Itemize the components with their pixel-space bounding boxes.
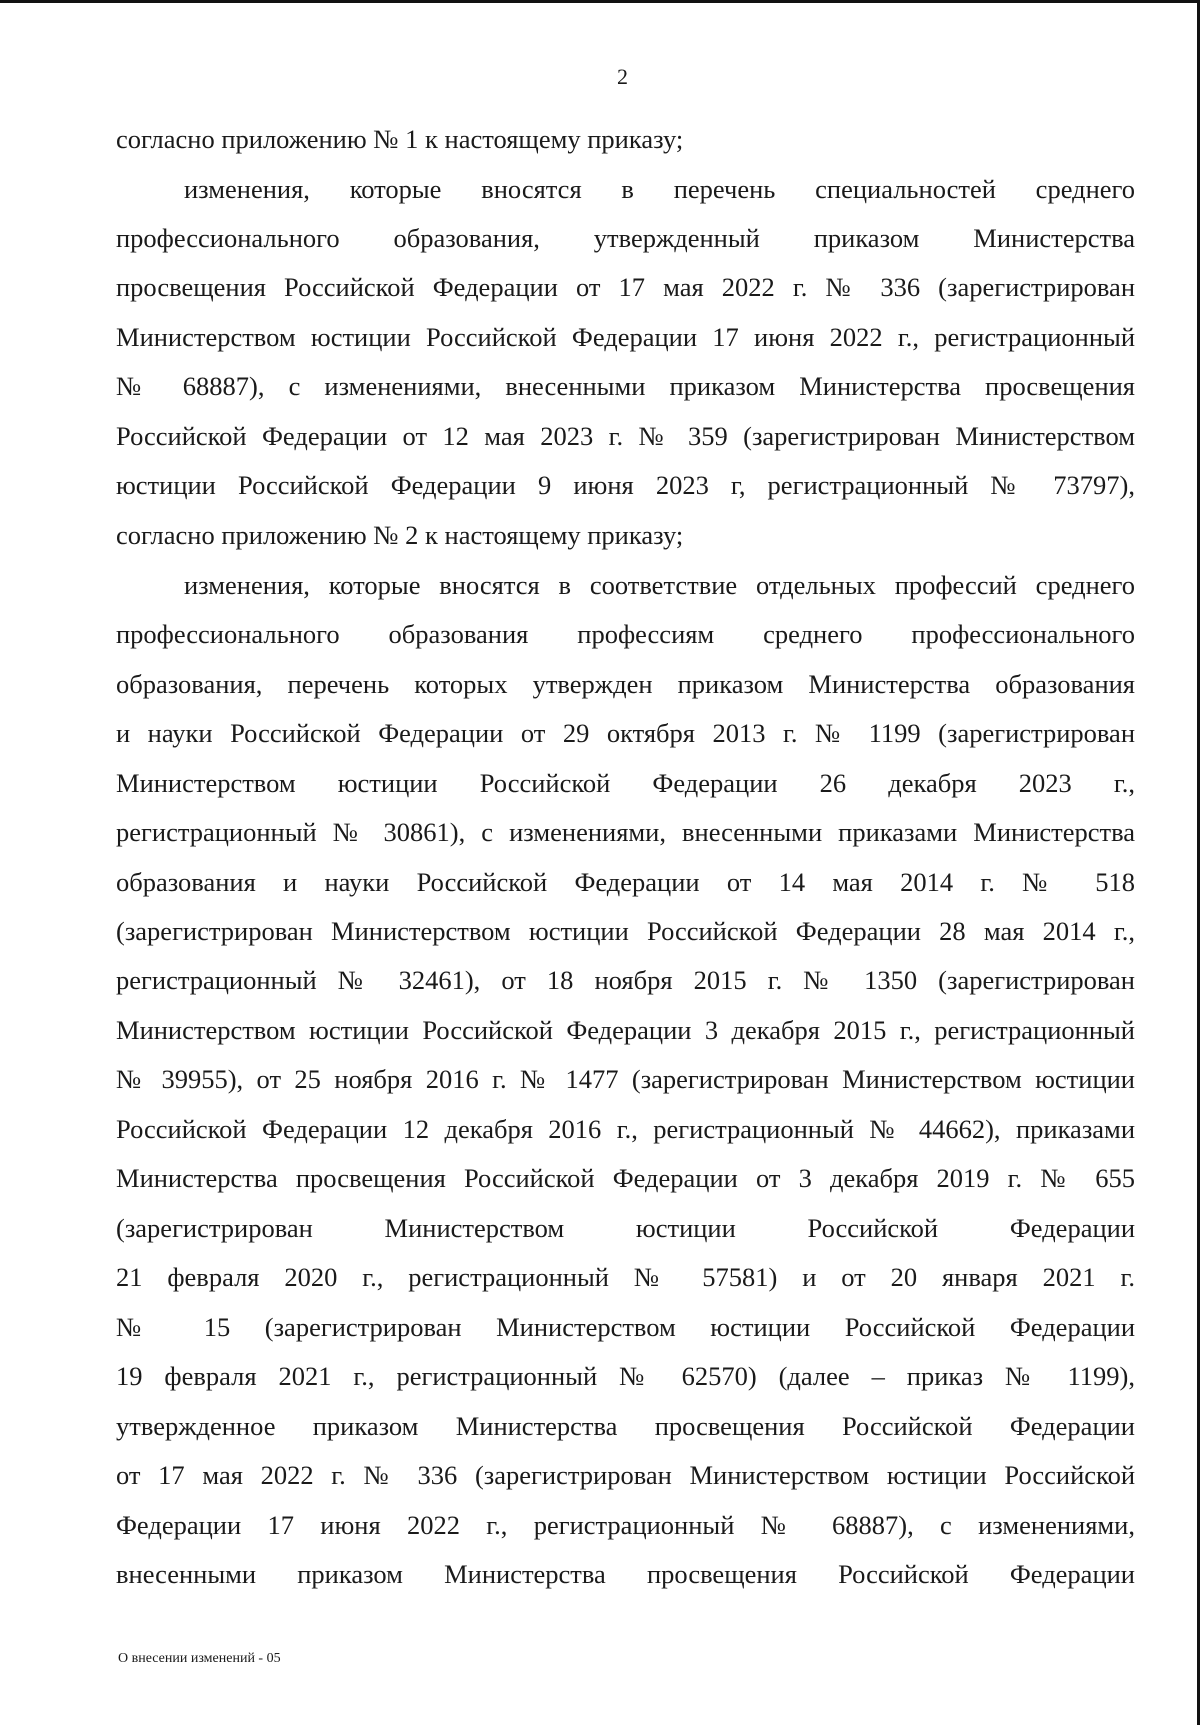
text-line: профессионального образования, утвержденный приказом Министерства bbox=[116, 223, 1135, 253]
text-line: согласно приложению № 1 к настоящему приказу; bbox=[116, 124, 684, 154]
text-line: 19 февраля 2021 г., регистрационный № 62570) (далее – приказ № 1199), bbox=[116, 1361, 1135, 1391]
page-number: 2 bbox=[617, 64, 628, 89]
text-line: Федерации 17 июня 2022 г., регистрационный № 68887), с изменениями, bbox=[116, 1510, 1135, 1540]
paragraph-first-line: изменения, которые вносятся в соответствие отдельных профессий среднего bbox=[184, 570, 1135, 600]
text-line: просвещения Российской Федерации от 17 мая 2022 г. № 336 (зарегистрирован bbox=[116, 272, 1135, 302]
footer-doc-label: О внесении изменений - 05 bbox=[118, 1651, 281, 1666]
text-line: образования и науки Российской Федерации от 14 мая 2014 г. № 518 bbox=[116, 867, 1135, 897]
text-line: и науки Российской Федерации от 29 октября 2013 г. № 1199 (зарегистрирован bbox=[116, 718, 1135, 748]
text-line: Российской Федерации от 12 мая 2023 г. № 359 (зарегистрирован Министерством bbox=[116, 421, 1135, 451]
text-line: внесенными приказом Министерства просвещения Российской Федерации bbox=[116, 1559, 1135, 1589]
text-line: 21 февраля 2020 г., регистрационный № 57581) и от 20 января 2021 г. bbox=[116, 1262, 1135, 1292]
text-line: № 39955), от 25 ноября 2016 г. № 1477 (зарегистрирован Министерством юстиции bbox=[116, 1064, 1135, 1094]
text-line: Министерством юстиции Российской Федерации 26 декабря 2023 г., bbox=[116, 768, 1135, 798]
text-line: Министерства просвещения Российской Федерации от 3 декабря 2019 г. № 655 bbox=[116, 1163, 1135, 1193]
text-line: от 17 мая 2022 г. № 336 (зарегистрирован Министерством юстиции Российской bbox=[116, 1460, 1135, 1490]
text-line: Министерством юстиции Российской Федерации 17 июня 2022 г., регистрационный bbox=[116, 322, 1135, 352]
text-line: регистрационный № 30861), с изменениями, внесенными приказами Министерства bbox=[116, 817, 1135, 847]
paragraph-last-line: согласно приложению № 2 к настоящему приказу; bbox=[116, 520, 684, 550]
text-line: (зарегистрирован Министерством юстиции Российской Федерации 28 мая 2014 г., bbox=[116, 916, 1135, 946]
text-line: юстиции Российской Федерации 9 июня 2023 г, регистрационный № 73797), bbox=[116, 470, 1135, 500]
text-line: Российской Федерации 12 декабря 2016 г., регистрационный № 44662), приказами bbox=[116, 1114, 1135, 1144]
text-line: № 15 (зарегистрирован Министерством юстиции Российской Федерации bbox=[116, 1312, 1135, 1342]
text-line: № 68887), с изменениями, внесенными приказом Министерства просвещения bbox=[116, 371, 1135, 401]
text-line: регистрационный № 32461), от 18 ноября 2015 г. № 1350 (зарегистрирован bbox=[116, 965, 1135, 995]
text-line: (зарегистрирован Министерством юстиции Российской Федерации bbox=[116, 1213, 1135, 1243]
scan-border-top bbox=[0, 0, 1200, 3]
text-line: Министерством юстиции Российской Федерации 3 декабря 2015 г., регистрационный bbox=[116, 1015, 1135, 1045]
text-line: утвержденное приказом Министерства просвещения Российской Федерации bbox=[116, 1411, 1135, 1441]
text-line: профессионального образования профессиям среднего профессионального bbox=[116, 619, 1135, 649]
paragraph-first-line: изменения, которые вносятся в перечень специальностей среднего bbox=[184, 174, 1135, 204]
text-line: образования, перечень которых утвержден приказом Министерства образования bbox=[116, 669, 1135, 699]
